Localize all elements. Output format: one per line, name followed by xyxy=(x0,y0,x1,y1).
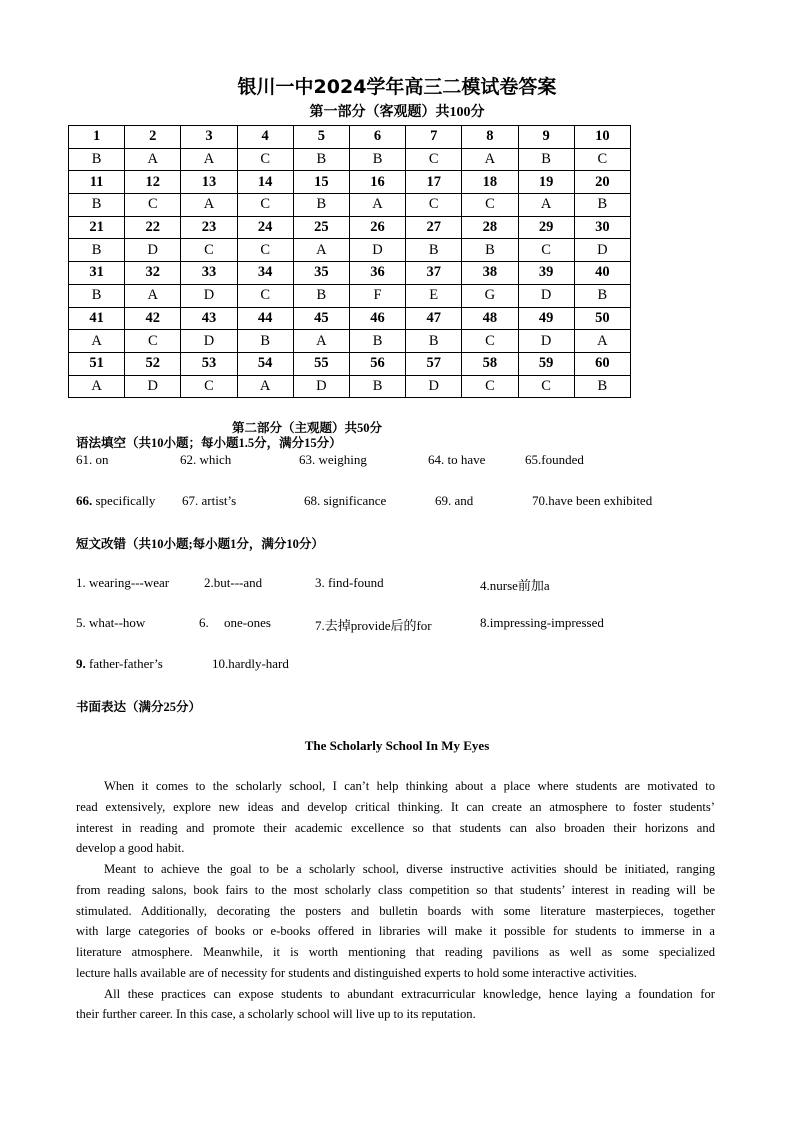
question-number-cell: 43 xyxy=(181,307,237,330)
essay-line: stimulated. Additionally, decorating the posters and bulletin boards with some literature masterpieces, together xyxy=(76,903,715,918)
question-number-cell: 4 xyxy=(237,126,293,149)
correction-answer: 1. wearing---wear xyxy=(76,575,170,590)
essay-line: from reading salons, book fairs to the most scholarly class competition so that students’ interest in reading will be xyxy=(76,882,715,897)
answer-table xyxy=(68,125,631,398)
answer-cell: A xyxy=(518,194,574,217)
question-number-cell: 15 xyxy=(293,171,349,194)
answer-cell: A xyxy=(69,375,125,398)
correction-answer: 4.nurse前加a xyxy=(480,578,550,593)
answer-cell: C xyxy=(518,239,574,262)
essay-line: with large categories of books or e-books offered in libraries will make it possible for students to immerse in a xyxy=(76,924,715,939)
answer-cell: D xyxy=(574,239,630,262)
question-number-cell: 60 xyxy=(574,352,630,375)
answer-cell: A xyxy=(69,330,125,353)
correction-answer: 3. find-found xyxy=(315,575,384,590)
answer-cell: B xyxy=(518,148,574,171)
answer-cell: A xyxy=(181,148,237,171)
answer-cell: D xyxy=(125,375,181,398)
answer-cell: A xyxy=(349,194,405,217)
page-title: 银川一中2024学年高三二模试卷答案 xyxy=(237,76,557,98)
correction-answer: 6. xyxy=(199,615,209,630)
answer-cell: B xyxy=(69,239,125,262)
writing-heading: 书面表达（满分25分） xyxy=(76,700,202,714)
answer-cell: D xyxy=(125,239,181,262)
essay-paragraph xyxy=(76,984,715,1026)
grammar-answer: 63. weighing xyxy=(299,452,367,467)
question-number-cell: 51 xyxy=(69,352,125,375)
answer-cell: B xyxy=(349,148,405,171)
question-number-cell: 25 xyxy=(293,216,349,239)
essay-paragraph xyxy=(76,859,715,984)
question-number-row xyxy=(69,352,631,375)
question-number-cell: 2 xyxy=(125,126,181,149)
answer-cell: D xyxy=(181,284,237,307)
answer-row xyxy=(69,330,631,353)
question-number-cell: 3 xyxy=(181,126,237,149)
question-number-cell: 35 xyxy=(293,262,349,285)
answer-cell: A xyxy=(181,194,237,217)
answer-cell: C xyxy=(406,194,462,217)
question-number-row xyxy=(69,262,631,285)
grammar-answer: 61. on xyxy=(76,452,109,467)
answer-cell: C xyxy=(462,375,518,398)
grammar-heading: 语法填空（共10小题；每小题1.5分，满分15分） xyxy=(76,436,342,450)
question-number-cell: 8 xyxy=(462,126,518,149)
question-number-cell: 49 xyxy=(518,307,574,330)
answer-cell: C xyxy=(462,330,518,353)
question-number-cell: 18 xyxy=(462,171,518,194)
answer-cell: A xyxy=(125,148,181,171)
answer-cell: C xyxy=(181,375,237,398)
question-number-cell: 47 xyxy=(406,307,462,330)
question-number-cell: 52 xyxy=(125,352,181,375)
essay-line: develop a good habit. xyxy=(76,841,185,856)
question-number-cell: 53 xyxy=(181,352,237,375)
essay-paragraph xyxy=(76,776,715,859)
answer-cell: A xyxy=(462,148,518,171)
essay-line: lecture halls available are of necessity for students and distinguished experts to hold some interactive activities. xyxy=(76,965,637,980)
question-number-cell: 29 xyxy=(518,216,574,239)
question-number-cell: 46 xyxy=(349,307,405,330)
question-number-cell: 37 xyxy=(406,262,462,285)
answer-number: 66. xyxy=(76,493,93,508)
answer-text: specifically xyxy=(92,493,156,508)
correction-answer: 8.impressing-impressed xyxy=(480,615,604,630)
answer-cell: A xyxy=(237,375,293,398)
question-number-cell: 34 xyxy=(237,262,293,285)
essay-line: read extensively, explore new ideas and develop critical thinking. It can create an atmosphere to foster students’ xyxy=(76,799,715,814)
answer-cell: B xyxy=(574,375,630,398)
answer-cell: A xyxy=(574,330,630,353)
answer-cell: B xyxy=(293,194,349,217)
answer-cell: A xyxy=(293,239,349,262)
answer-row xyxy=(69,148,631,171)
answer-number: 9. xyxy=(76,656,86,671)
question-number-cell: 31 xyxy=(69,262,125,285)
question-number-cell: 21 xyxy=(69,216,125,239)
question-number-cell: 48 xyxy=(462,307,518,330)
answer-cell: C xyxy=(462,194,518,217)
grammar-answer xyxy=(76,493,155,509)
question-number-cell: 12 xyxy=(125,171,181,194)
essay-line: their further career. In this case, a scholarly school will live up to its reputation. xyxy=(76,1007,476,1022)
question-number-cell: 55 xyxy=(293,352,349,375)
answer-cell: C xyxy=(125,330,181,353)
answer-cell: C xyxy=(125,194,181,217)
question-number-cell: 5 xyxy=(293,126,349,149)
question-number-cell: 16 xyxy=(349,171,405,194)
question-number-cell: 9 xyxy=(518,126,574,149)
question-number-cell: 59 xyxy=(518,352,574,375)
grammar-answer: 62. which xyxy=(180,452,232,467)
grammar-answer: 67. artist’s xyxy=(182,493,237,508)
essay-line: When it comes to the scholarly school, I can’t help thinking about a place where students are motivated to xyxy=(104,779,715,793)
question-number-cell: 45 xyxy=(293,307,349,330)
question-number-cell: 58 xyxy=(462,352,518,375)
question-number-cell: 42 xyxy=(125,307,181,330)
answer-cell: B xyxy=(462,239,518,262)
correction-answer: 10.hardly-hard xyxy=(212,656,289,671)
question-number-cell: 50 xyxy=(574,307,630,330)
question-number-row xyxy=(69,307,631,330)
question-number-row xyxy=(69,216,631,239)
answer-cell: C xyxy=(237,239,293,262)
question-number-cell: 14 xyxy=(237,171,293,194)
answer-cell: B xyxy=(69,148,125,171)
question-number-cell: 32 xyxy=(125,262,181,285)
answer-cell: C xyxy=(574,148,630,171)
answer-cell: D xyxy=(518,330,574,353)
grammar-answer: 68. significance xyxy=(304,493,387,508)
question-number-cell: 20 xyxy=(574,171,630,194)
essay-line: interest in reading and promote their academic excellence so that students can also broaden their horizons and xyxy=(76,820,715,835)
answer-row xyxy=(69,239,631,262)
answer-cell: C xyxy=(518,375,574,398)
question-number-cell: 7 xyxy=(406,126,462,149)
answer-cell: B xyxy=(69,194,125,217)
answer-row xyxy=(69,375,631,398)
correction-answer: 7.去掉provide后的for xyxy=(315,618,432,633)
answer-cell: D xyxy=(293,375,349,398)
answer-cell: B xyxy=(237,330,293,353)
answer-cell: D xyxy=(181,330,237,353)
answer-cell: B xyxy=(406,330,462,353)
question-number-cell: 57 xyxy=(406,352,462,375)
question-number-cell: 23 xyxy=(181,216,237,239)
question-number-cell: 1 xyxy=(69,126,125,149)
question-number-cell: 27 xyxy=(406,216,462,239)
answer-cell: G xyxy=(462,284,518,307)
correction-answer xyxy=(76,656,163,672)
correction-answer: one-ones xyxy=(224,615,271,630)
essay-title: The Scholarly School In My Eyes xyxy=(304,738,490,753)
essay-body xyxy=(76,776,715,1025)
answer-cell: A xyxy=(125,284,181,307)
question-number-cell: 36 xyxy=(349,262,405,285)
answer-cell: B xyxy=(349,375,405,398)
answer-cell: F xyxy=(349,284,405,307)
answer-row xyxy=(69,284,631,307)
grammar-answer: 69. and xyxy=(435,493,474,508)
answer-cell: B xyxy=(293,148,349,171)
essay-line: Meant to achieve the goal to be a scholarly school, diverse instructive activities should be initiated, ranging xyxy=(104,862,715,876)
answer-text: father-father’s xyxy=(85,656,163,671)
grammar-answer: 65.founded xyxy=(525,452,584,467)
essay-line: All these practices can expose students to abundant extracurricular knowledge, hence laying a foundation for xyxy=(104,986,715,1001)
correction-answer: 2.but---and xyxy=(204,575,263,590)
question-number-cell: 22 xyxy=(125,216,181,239)
question-number-cell: 40 xyxy=(574,262,630,285)
answer-cell: D xyxy=(518,284,574,307)
answer-cell: D xyxy=(406,375,462,398)
answer-cell: E xyxy=(406,284,462,307)
grammar-answer: 64. to have xyxy=(428,452,486,467)
question-number-row xyxy=(69,126,631,149)
answer-cell: A xyxy=(293,330,349,353)
question-number-cell: 19 xyxy=(518,171,574,194)
answer-cell: C xyxy=(406,148,462,171)
essay-line: literature atmosphere. Meanwhile, it is worth mentioning that reading pavilions as well as some specialized xyxy=(76,945,715,959)
answer-cell: B xyxy=(574,194,630,217)
question-number-cell: 33 xyxy=(181,262,237,285)
correction-heading: 短文改错（共10小题;每小题1分，满分10分） xyxy=(76,537,324,551)
answer-cell: B xyxy=(406,239,462,262)
answer-cell: B xyxy=(69,284,125,307)
correction-answer: 5. what--how xyxy=(76,615,146,630)
question-number-row xyxy=(69,171,631,194)
answer-cell: B xyxy=(349,330,405,353)
question-number-cell: 41 xyxy=(69,307,125,330)
part1-heading: 第一部分（客观题）共100分 xyxy=(309,105,485,120)
question-number-cell: 6 xyxy=(349,126,405,149)
question-number-cell: 44 xyxy=(237,307,293,330)
question-number-cell: 38 xyxy=(462,262,518,285)
answer-cell: C xyxy=(181,239,237,262)
question-number-cell: 24 xyxy=(237,216,293,239)
question-number-cell: 56 xyxy=(349,352,405,375)
answer-cell: C xyxy=(237,194,293,217)
answer-cell: D xyxy=(349,239,405,262)
question-number-cell: 11 xyxy=(69,171,125,194)
answer-row xyxy=(69,194,631,217)
answer-cell: C xyxy=(237,148,293,171)
question-number-cell: 10 xyxy=(574,126,630,149)
question-number-cell: 30 xyxy=(574,216,630,239)
grammar-answer: 70.have been exhibited xyxy=(532,493,653,508)
question-number-cell: 26 xyxy=(349,216,405,239)
question-number-cell: 28 xyxy=(462,216,518,239)
question-number-cell: 54 xyxy=(237,352,293,375)
part2-heading: 第二部分（主观题）共50分 xyxy=(232,421,383,435)
answer-cell: B xyxy=(293,284,349,307)
question-number-cell: 13 xyxy=(181,171,237,194)
question-number-cell: 39 xyxy=(518,262,574,285)
question-number-cell: 17 xyxy=(406,171,462,194)
answer-cell: B xyxy=(574,284,630,307)
answer-cell: C xyxy=(237,284,293,307)
